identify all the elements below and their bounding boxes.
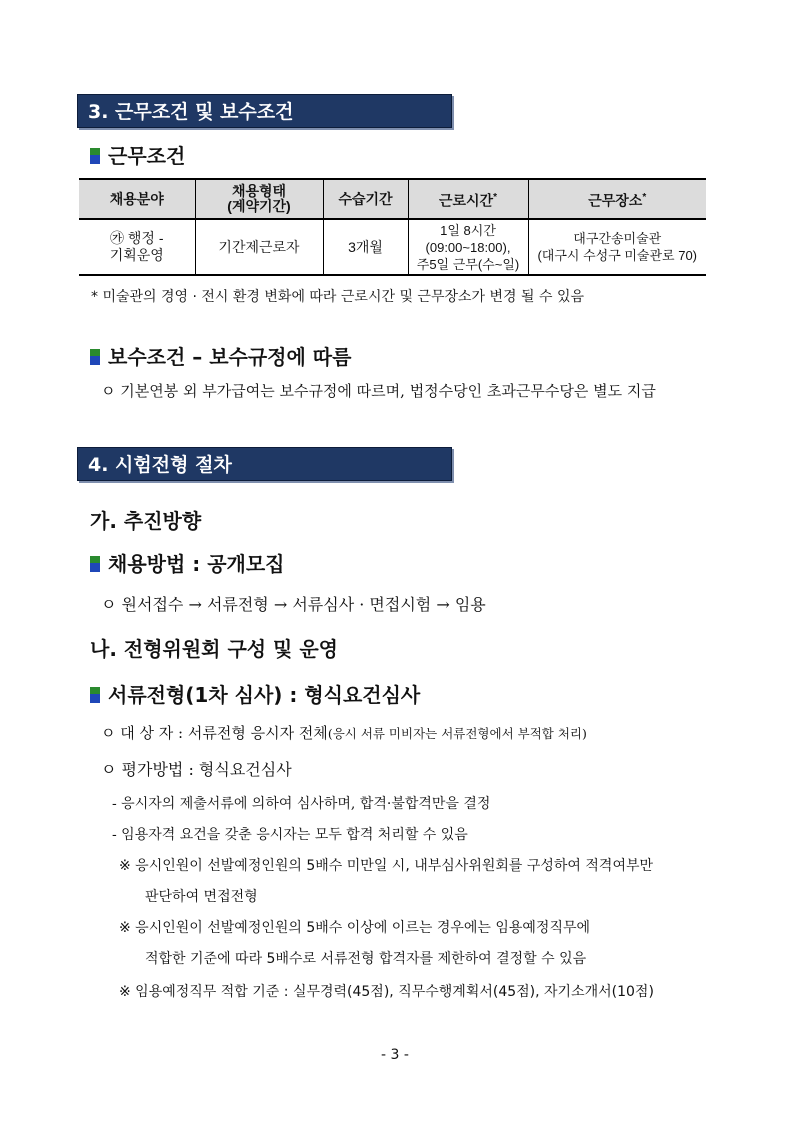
method-heading: 채용방법 : 공개모집: [90, 548, 284, 577]
note-1b: 판단하여 면접전형: [145, 889, 258, 905]
pay-text: ㅇ 기본연봉 외 부가급여는 보수규정에 따르며, 법정수당인 초과근무수당은 별도 지급: [101, 382, 656, 400]
pay-heading: 보수조건 – 보수규정에 따름: [90, 341, 351, 370]
committee-heading: 나. 전형위원회 구성 및 운영: [90, 637, 338, 661]
work-conditions-heading: 근무조건: [90, 140, 185, 169]
note-2a: ※ 응시인원이 선발예정인원의 5배수 이상에 이르는 경우에는 임용예정직무에: [119, 920, 591, 936]
section-4-title: 4. 시험전형 절차: [88, 454, 232, 476]
eval-method: ㅇ 평가방법 : 형식요건심사: [101, 760, 292, 779]
table-header-row: [79, 179, 706, 219]
dash-line-1: - 응시자의 제출서류에 의하여 심사하며, 합격·불합격만을 결정: [112, 796, 491, 812]
square-bullet-icon: [90, 148, 100, 164]
cell-probation: 3개월: [323, 219, 408, 275]
cell-field: ㉮ 행정 - 기획운영: [79, 219, 195, 275]
cell-type: 기간제근로자: [195, 219, 323, 275]
dash-line-2: - 임용자격 요건을 갖춘 응시자는 모두 합격 처리할 수 있음: [112, 827, 468, 843]
col-header-place: 근무장소*: [528, 179, 706, 219]
section-3-header: [77, 94, 452, 128]
cell-place: 대구간송미술관 (대구시 수성구 미술관로 70): [528, 219, 706, 275]
target-line: ㅇ 대 상 자 : 서류전형 응시자 전체(응시 서류 미비자는 서류전형에서 부적합 처리): [101, 724, 587, 742]
cell-hours: 1일 8시간 (09:00~18:00), 주5일 근무(수~일): [408, 219, 528, 275]
col-header-type: 채용형태 (계약기간): [195, 179, 323, 219]
note-1a: ※ 응시인원이 선발예정인원의 5배수 미만일 시, 내부심사위원회를 구성하여 적격여부만: [119, 858, 654, 874]
col-header-field: 채용분야: [79, 179, 195, 219]
doc-screening-heading: 서류전형(1차 심사) : 형식요건심사: [90, 679, 420, 708]
process-flow: ㅇ 원서접수 → 서류전형 → 서류심사 · 면접시험 → 임용: [101, 595, 486, 614]
page-number: - 3 -: [381, 1047, 409, 1063]
work-note: * 미술관의 경영 · 전시 환경 변화에 따라 근로시간 및 근무장소가 변경 될 수 있음: [91, 289, 584, 305]
work-conditions-table: [79, 178, 706, 276]
square-bullet-icon: [90, 556, 100, 572]
table-row: [79, 219, 706, 275]
square-bullet-icon: [90, 349, 100, 365]
section-3-title: 3. 근무조건 및 보수조건: [88, 101, 294, 123]
col-header-hours: 근로시간*: [408, 179, 528, 219]
square-bullet-icon: [90, 687, 100, 703]
note-2b: 적합한 기준에 따라 5배수로 서류전형 합격자를 제한하여 결정할 수 있음: [145, 951, 587, 967]
col-header-probation: 수습기간: [323, 179, 408, 219]
section-4-header: [77, 447, 452, 481]
direction-heading: 가. 추진방향: [90, 509, 202, 533]
note-3: ※ 임용예정직무 적합 기준 : 실무경력(45점), 직무수행계획서(45점), 자기소개서(10점): [119, 984, 654, 1000]
